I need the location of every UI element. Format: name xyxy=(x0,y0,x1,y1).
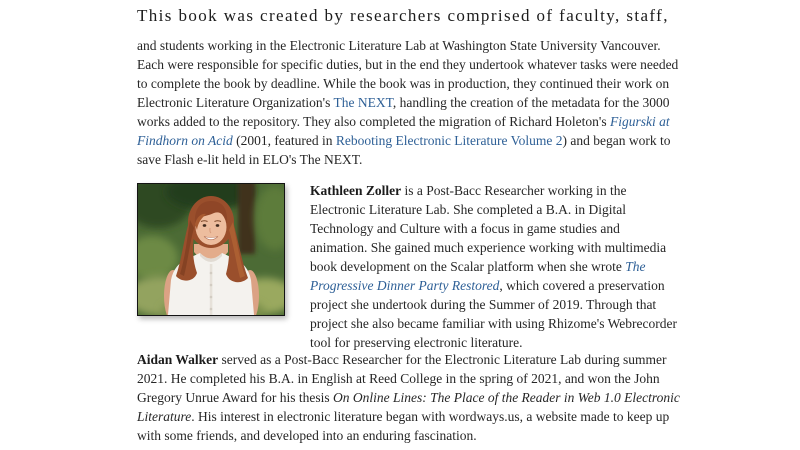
portrait-illustration xyxy=(138,184,284,315)
text-segment: and students working in the Electronic Literature Lab at Washington State University Vancouver. Each were responsible for specific duties, but in the end they undertook whatever tasks were needed to complete the book by deadline. While the book was in production, they continued their work on Electronic Literature Organization's xyxy=(137,38,679,110)
aidan-walker-bio xyxy=(137,350,682,445)
kathleen-zoller-photo xyxy=(137,183,285,316)
text-segment: served as a Post-Bacc Researcher for the Electronic Literature Lab during summer 2021. He completed his B.A. in English at Reed College in the spring of 2021, and won the John Gregory Unrue Award for his thesis xyxy=(137,352,667,405)
text-segment: , which covered a preservation project she undertook during the Summer of 2019. Through that project she also became familiar with using Rhizome's Webrecorder tool for preserving electronic literature. xyxy=(310,278,677,350)
text-segment: ) and began work to save Flash e-lit held in ELO's The NEXT. xyxy=(137,133,671,167)
kathleen-zoller-bio xyxy=(310,181,678,352)
page-title: This book was created by researchers comprised of faculty, staff, xyxy=(137,6,669,25)
text-segment: Kathleen Zoller xyxy=(310,183,402,198)
intro-paragraph xyxy=(137,36,682,169)
text-segment: , handling the creation of the metadata for the 3000 works added to the repository. They also completed the migration of Richard Holeton's xyxy=(137,95,670,129)
text-segment: On Online Lines: The Place of the Reader in Web 1.0 Electronic Literature xyxy=(137,390,680,424)
text-segment: . His interest in electronic literature began with wordways.us, a website made to keep up with some friends, and developed into an enduring fascination. xyxy=(137,409,670,443)
text-segment: Aidan Walker xyxy=(137,352,219,367)
text-segment: is a Post-Bacc Researcher working in the Electronic Literature Lab. She completed a B.A. in Digital Technology and Culture with a focus in game studies and animation. She gained much experience working with multimedia book development on the Scalar platform when she wrote xyxy=(310,183,667,274)
text-link[interactable]: Figurski at Findhorn on Acid xyxy=(137,114,670,148)
text-segment: (2001, featured in xyxy=(232,133,336,148)
text-link[interactable]: Rebooting Electronic Literature Volume 2 xyxy=(335,133,563,148)
text-link[interactable]: The NEXT xyxy=(333,95,393,110)
text-link[interactable]: The Progressive Dinner Party Restored xyxy=(310,259,646,293)
